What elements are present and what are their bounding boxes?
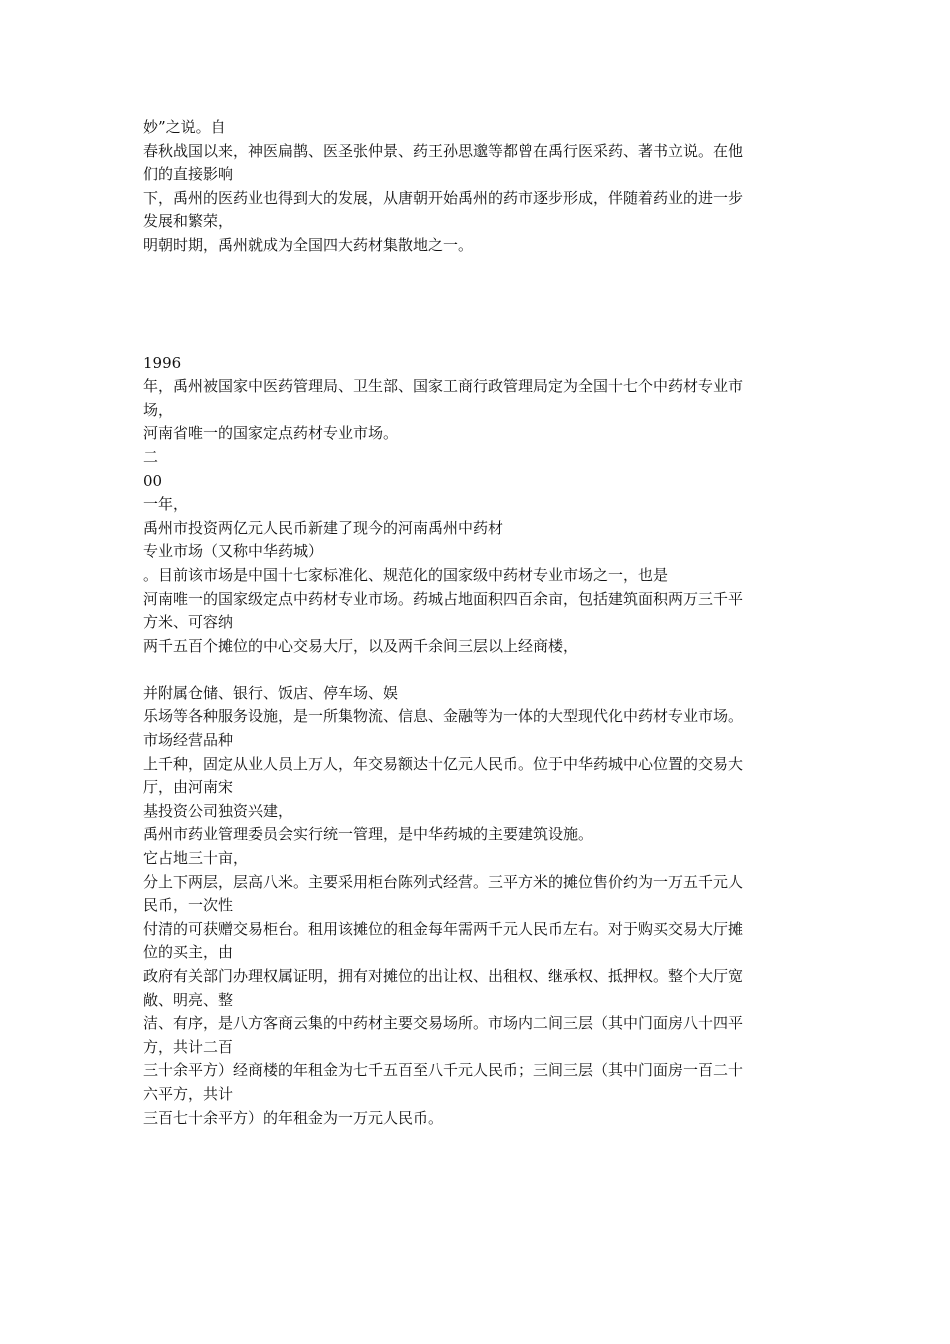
text-line: 三十余平方）经商楼的年租金为七千五百至八千元人民币；三间三层（其中门面房一百二十 <box>143 1061 744 1080</box>
text-line: 乐场等各种服务设施，是一所集物流、信息、金融等为一体的大型现代化中药材专业市场。 <box>143 707 744 726</box>
text-line: 下，禹州的医药业也得到大的发展，从唐朝开始禹州的药市逐步形成，伴随着药业的进一步 <box>143 188 744 207</box>
text-line: 基投资公司独资兴建， <box>143 801 294 820</box>
text-line: 河南省唯一的国家定点药材专业市场。 <box>143 424 399 443</box>
text-line: 年，禹州被国家中医药管理局、卫生部、国家工商行政管理局定为全国十七个中药材专业市 <box>143 377 744 396</box>
text-line: 三百七十余平方）的年租金为一万元人民币。 <box>143 1108 444 1127</box>
text-line: 河南唯一的国家级定点中药材专业市场。药城占地面积四百余亩，包括建筑面积两万三千平 <box>143 589 744 608</box>
text-line: 洁、有序，是八方客商云集的中药材主要交易场所。市场内二间三层（其中门面房八十四平 <box>143 1014 744 1033</box>
text-line: 00 <box>143 471 163 490</box>
text-line: 。目前该市场是中国十七家标准化、规范化的国家级中药材专业市场之一，也是 <box>143 565 669 584</box>
text-line: 付清的可获赠交易柜台。租用该摊位的租金每年需两千元人民币左右。对于购买交易大厅摊 <box>143 919 744 938</box>
text-line: 场， <box>143 400 174 419</box>
paragraph-market-details <box>143 682 813 1130</box>
text-line: 方米、可容纳 <box>143 613 234 632</box>
text-line: 市场经营品种 <box>143 731 234 750</box>
text-line: 分上下两层，层高八米。主要采用柜台陈列式经营。三平方米的摊位售价约为一万五千元人 <box>143 872 744 891</box>
text-line: 上千种，固定从业人员上万人，年交易额达十亿元人民币。位于中华药城中心位置的交易大 <box>143 754 744 773</box>
text-line: 敞、明亮、整 <box>143 990 234 1009</box>
text-line: 方，共计二百 <box>143 1037 234 1056</box>
text-line: 并附属仓储、银行、饭店、停车场、娱 <box>143 683 399 702</box>
text-line: 厅，由河南宋 <box>143 778 234 797</box>
text-line: 妙”之说。自 <box>143 118 226 136</box>
text-line: 民币，一次性 <box>143 896 234 915</box>
text-line: 位的买主，由 <box>143 943 234 962</box>
document-body <box>143 116 813 1130</box>
text-line: 两千五百个摊位的中心交易大厅，以及两千余间三层以上经商楼， <box>143 636 579 655</box>
text-line: 政府有关部门办理权属证明，拥有对摊位的出让权、出租权、继承权、抵押权。整个大厅宽 <box>143 967 744 985</box>
text-line: 春秋战国以来，神医扁鹊、医圣张仲景、药王孙思邈等都曾在禹行医采药、著书立说。在他 <box>143 141 744 160</box>
text-line: 禹州市投资两亿元人民币新建了现今的河南禹州中药材 <box>143 518 504 537</box>
paragraph-market-founding <box>143 352 813 659</box>
paragraph-history <box>143 116 813 258</box>
blank-space <box>143 258 813 352</box>
text-line: 二 <box>143 447 159 466</box>
text-line: 它占地三十亩， <box>143 849 249 868</box>
text-line: 禹州市药业管理委员会实行统一管理，是中华药城的主要建筑设施。 <box>143 825 594 844</box>
text-line: 专业市场（又称中华药城） <box>143 542 324 561</box>
text-line: 1996 <box>143 353 182 372</box>
text-line: 们的直接影响 <box>143 165 234 184</box>
text-line: 明朝时期，禹州就成为全国四大药材集散地之一。 <box>143 235 474 254</box>
text-line: 发展和繁荣， <box>143 212 234 231</box>
blank-space <box>143 658 813 682</box>
text-line: 六平方，共计 <box>143 1084 234 1103</box>
text-line: 一年， <box>143 495 189 514</box>
